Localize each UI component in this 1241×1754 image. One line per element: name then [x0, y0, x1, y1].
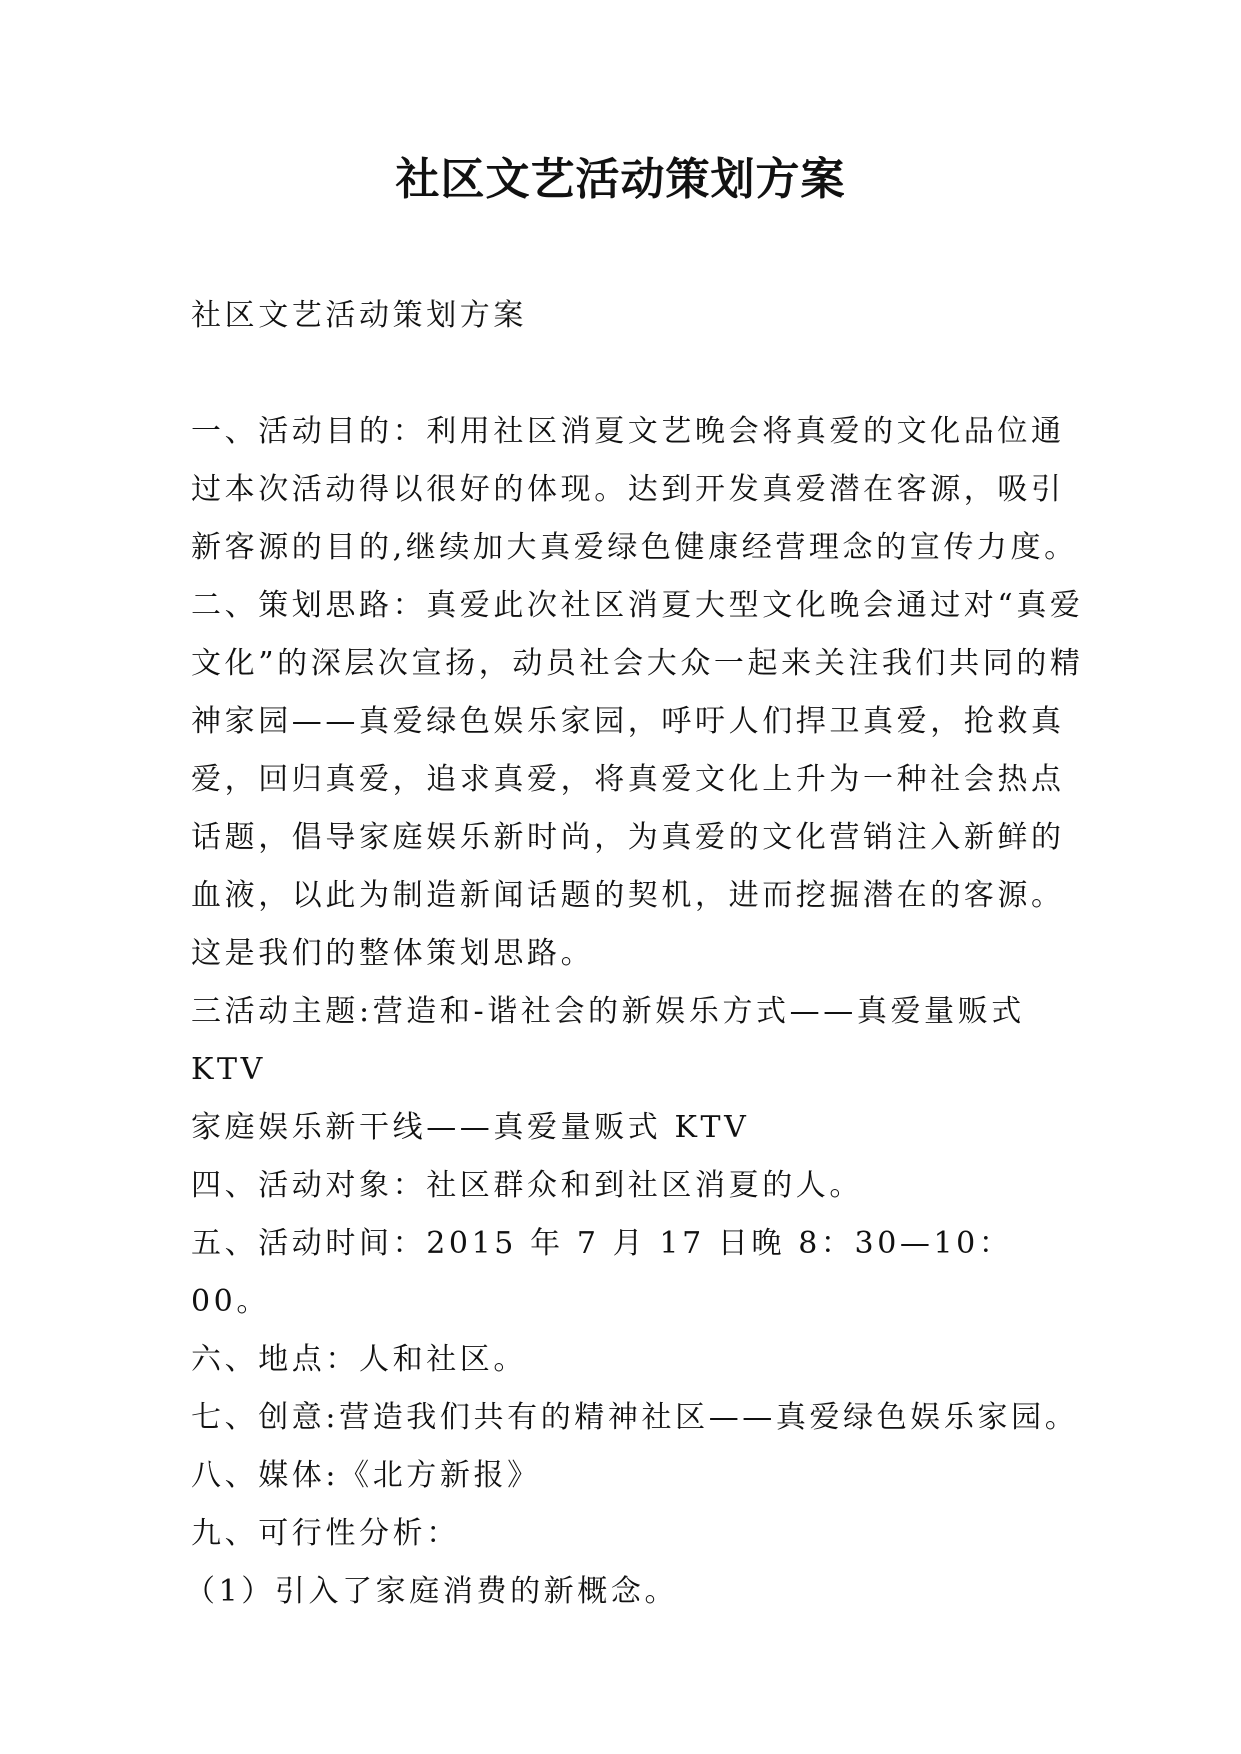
document-title: 社区文艺活动策划方案: [395, 154, 846, 205]
paragraph-location: 六、地点：人和社区。: [191, 1342, 527, 1377]
paragraph-feasibility-item-1: （1）引入了家庭消费的新概念。: [185, 1574, 679, 1609]
paragraph-theme: 三活动主题:营造和-谐社会的新娱乐方式——真爱量贩式KTV: [191, 994, 1025, 1087]
document-subtitle: 社区文艺活动策划方案: [191, 298, 527, 333]
paragraph-purpose: 一、活动目的：利用社区消夏文艺晚会将真爱的文化品位通过本次活动得以很好的体现。达到开发真爱潜在客源，吸引新客源的目的,继续加大真爱绿色健康经营理念的宣传力度。: [191, 414, 1078, 565]
paragraph-idea: 七、创意:营造我们共有的精神社区——真爱绿色娱乐家园。: [191, 1400, 1079, 1435]
paragraph-media: 八、媒体:《北方新报》: [191, 1458, 541, 1493]
paragraph-planning-idea: 二、策划思路：真爱此次社区消夏大型文化晚会通过对“真爱文化”的深层次宣扬，动员社会大众一起来关注我们共同的精神家园——真爱绿色娱乐家园，呼吁人们捍卫真爱，抢救真爱，回归真爱，追求真爱，将真爱文化上升为一种社会热点话题，倡导家庭娱乐新时尚，为真爱的文化营销注入新鲜的血液，以此为制造新闻话题的契机，进而挖掘潜在的客源。这是我们的整体策划思路。: [191, 588, 1084, 971]
paragraph-theme-line: 家庭娱乐新干线——真爱量贩式 KTV: [191, 1110, 750, 1145]
paragraph-spacer: [191, 345, 1091, 403]
paragraph-audience: 四、活动对象：社区群众和到社区消夏的人。: [191, 1168, 863, 1203]
paragraph-time: 五、活动时间：2015 年 7 月 17 日晚 8：30—10：00。: [191, 1226, 1013, 1319]
document-body: [185, 287, 1091, 1621]
paragraph-feasibility: 九、可行性分析：: [191, 1516, 460, 1551]
